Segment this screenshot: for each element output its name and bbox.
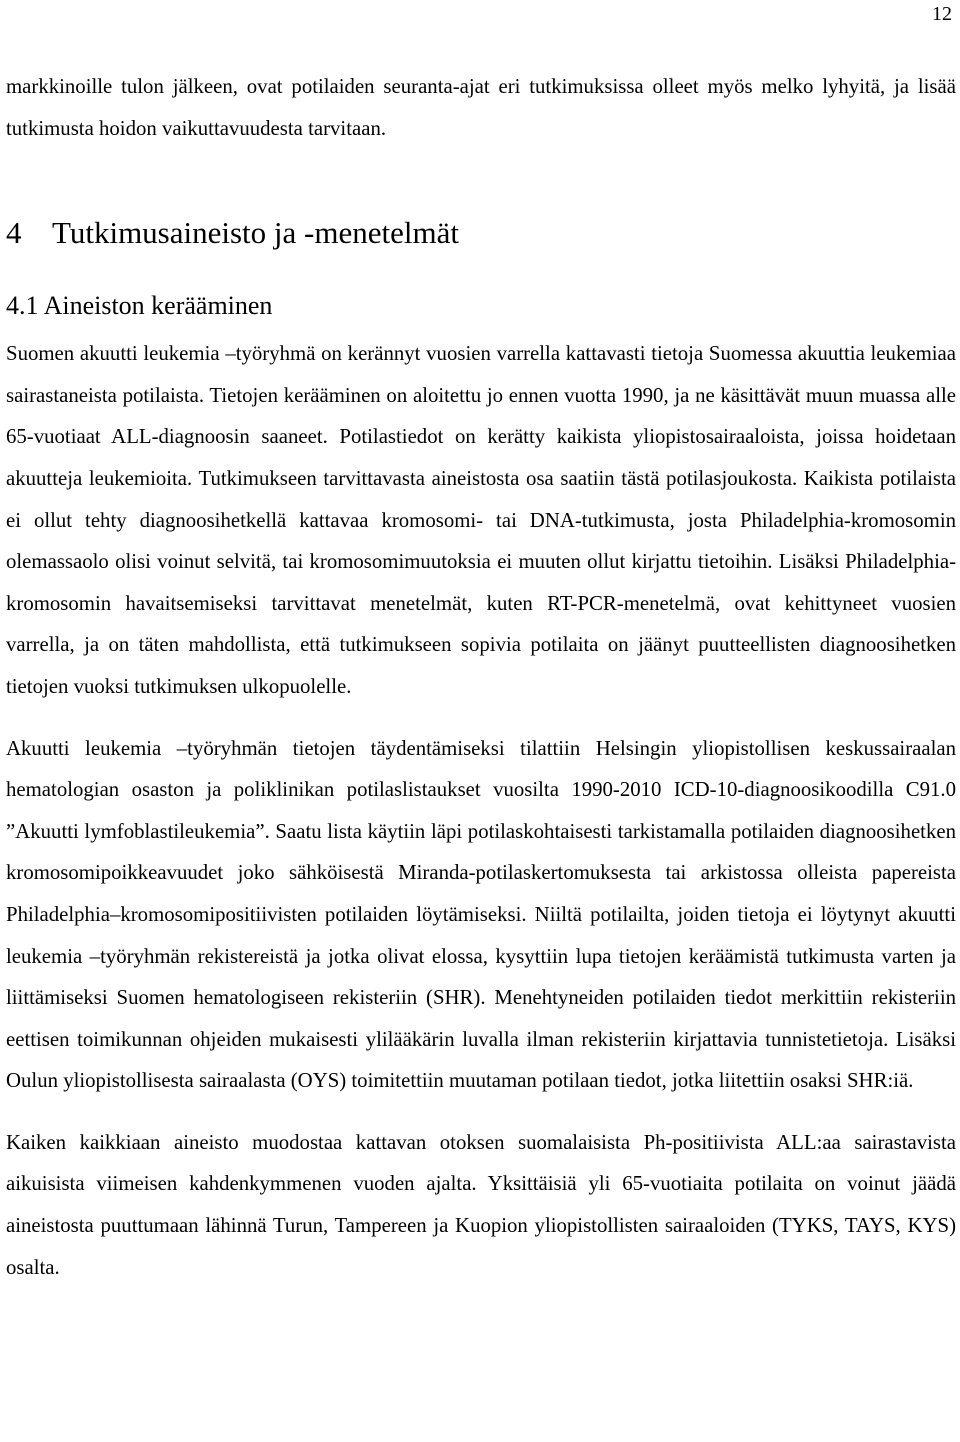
page-number: 12 (932, 3, 952, 25)
body-paragraph: Akuutti leukemia –työryhmän tietojen täydentämiseksi tilattiin Helsingin yliopistollisen keskussairaalan hematologian osaston ja poliklinikan potilaslistaukset vuosilta 1990-2010 ICD-10-diagnoosikoodilla C91.0 ”Akuutti lymfoblastileukemia”. Saatu lista käytiin läpi potilaskohtaisesti tarkistamalla potilaiden diagnoosihetken kromosomipoikkeavuudet joko sähköisestä Miranda-potilaskertomuksesta tai arkistossa olleista papereista Philadelphia–kromosomipositiivisten potilaiden löytämiseksi. Niiltä potilailta, joiden tietoja ei löytynyt akuutti leukemia –työryhmän rekistereistä ja jotka olivat elossa, kysyttiin lupa tietojen keräämistä tutkimusta varten ja liittämiseksi Suomen hematologiseen rekisteriin (SHR). Menehtyneiden potilaiden tiedot merkittiin rekisteriin eettisen toimikunnan ohjeiden mukaisesti ylilääkärin luvalla ilman rekisteriin kirjattavia tunnistetietoja. Lisäksi Oulun yliopistollisesta sairaalasta (OYS) toimitettiin muutaman potilaan tiedot, jotka liitettiin osaksi SHR:iä. (6, 736, 956, 1093)
chapter-title: Tutkimusaineisto ja -menetelmät (52, 215, 459, 251)
body-paragraph: Suomen akuutti leukemia –työryhmä on kerännyt vuosien varrella kattavasti tietoja Suomessa akuuttia leukemiaa sairastaneista potilaista. Tietojen kerääminen on aloitettu jo ennen vuotta 1990, ja ne käsittävät muun muassa alle 65-vuotiaat ALL-diagnoosin saaneet. Potilastiedot on kerätty kaikista yliopistosairaaloista, joissa hoidetaan akuutteja leukemioita. Tutkimukseen tarvittavasta aineistosta osa saatiin tästä potilasjoukosta. Kaikista potilaista ei ollut tehty diagnoosihetkellä kattavaa kromosomi- tai DNA-tutkimusta, josta Philadelphia-kromosomin olemassaolo olisi voinut selvitä, tai kromosomimuutoksia ei muuten ollut kirjattu tietoihin. Lisäksi Philadelphia-kromosomin havaitsemiseksi tarvittavat menetelmät, kuten RT-PCR-menetelmä, ovat kehittyneet vuosien varrella, ja on täten mahdollista, että tutkimukseen sopivia potilaita on jäänyt puutteellisten diagnoosihetken tietojen vuoksi tutkimuksen ulkopuolelle. (6, 342, 956, 698)
document-body (6, 66, 956, 1288)
body-paragraph: Kaiken kaikkiaan aineisto muodostaa kattavan otoksen suomalaisista Ph-positiivista ALL:aa sairastavista aikuisista viimeisen kahdenkymmenen vuoden ajalta. Yksittäisiä yli 65-vuotiaita potilaita on voinut jäädä aineistosta puuttumaan lähinnä Turun, Tampereen ja Kuopion yliopistollisten sairaaloiden (TYKS, TAYS, KYS) osalta. (6, 1130, 956, 1279)
chapter-heading (6, 213, 956, 253)
intro-paragraph: markkinoille tulon jälkeen, ovat potilaiden seuranta-ajat eri tutkimuksissa olleet myös melko lyhyitä, ja lisää tutkimusta hoidon vaikuttavuudesta tarvitaan. (6, 75, 956, 140)
chapter-number: 4 (6, 215, 22, 251)
section-heading: 4.1 Aineiston kerääminen (6, 291, 273, 321)
